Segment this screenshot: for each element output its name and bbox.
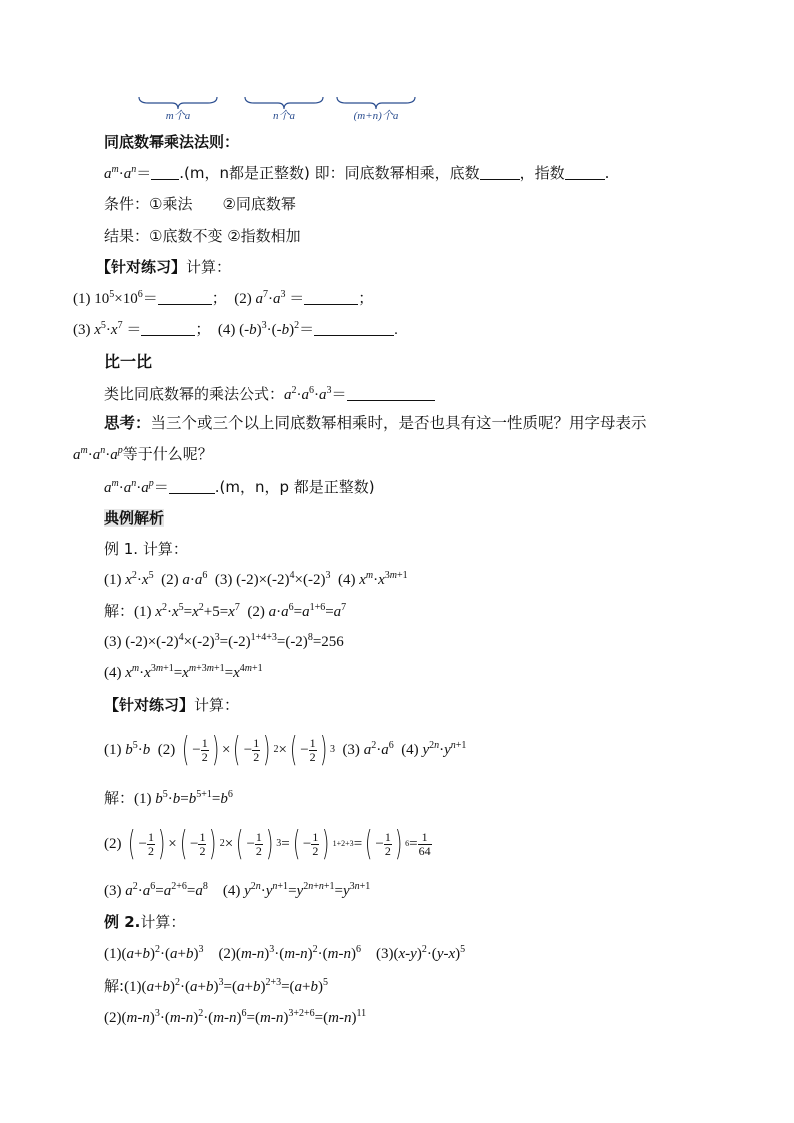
brace-label-m: m个a: [165, 110, 191, 122]
think-line: 思考：当三个或三个以上同底数幂相乘时，是否也具有这一性质呢？用字母表示: [104, 414, 647, 432]
compare-line: 类比同底数幂的乘法公式：$a^2\cdot a^6\cdot a^3=$: [104, 384, 435, 405]
ex2-solution-2: $(2)(m-n)^3\cdot(m-n)^2\cdot(m-n)^6=(m-n)^{3+2+6}=(m-n)^{11}$: [104, 1008, 367, 1026]
ex1-title: 例 1. 计算：: [104, 540, 188, 558]
rule-formula: $a^m\cdot a^n=$: [104, 164, 152, 182]
rule-blank-3[interactable]: [565, 165, 605, 180]
answer-blank[interactable]: [158, 290, 212, 305]
result-line: 结果：①底数不变 ②指数相加: [104, 227, 301, 245]
think-answer: $a^m\cdot a^n\cdot a^p= .(m$，n，p 都是正整数): [104, 478, 375, 496]
compare-title: 比一比: [104, 352, 153, 371]
brace-label-n: n个a: [273, 110, 295, 122]
answer-blank[interactable]: [314, 321, 394, 336]
practice1-row2: (3) $x^5\cdot x^7$ ＝ ； (4) $(-b)^3\cdot(-b)^2=$ .: [73, 320, 398, 338]
think-line2: $a^m\cdot a^n\cdot a^p$等于什么呢？: [73, 445, 213, 463]
rule-line: $a^m\cdot a^n= .(m$，n都是正整数) 即：同底数幂相乘，底数 ，指数 .: [104, 164, 610, 182]
rule-title: 同底数幂乘法法则：: [104, 133, 240, 151]
rule-blank-1[interactable]: [151, 165, 179, 180]
practice2-problems: (1) $b^5\cdot b$ (2) ( − $\frac{1}{2}$ ) × ( − $\frac{1}{2}$ ) 2 × ( − $\frac{1}{2}$ ) 3 (3) $a^2\cdot a^6$ (4) $y^{2n}\cdot y^{n+1}$: [104, 730, 467, 770]
ex1-solution-1: 解：(1) $x^2\cdot x^5=x^2+5=x^7$ (2) $a\cdot a^6=a^{1+6}=a^7$: [104, 602, 347, 620]
ex2-title: 例 2.计算：: [104, 913, 186, 931]
practice2-solution-3: (3) $a^2\cdot a^6=a^{2+6}=a^8$ (4) $y^{2n}\cdot y^{n+1}=y^{2n+n+1}=y^{3n+1}$: [104, 881, 371, 899]
ex1-solution-4: (4) $x^m\cdot x^{3m+1}=x^{m+3m+1}=x^{4m+1}$: [104, 663, 263, 681]
practice1-row1: (1) $10^5\times 10^6=$ ； (2) $a^7\cdot a^3$ ＝ ；: [73, 289, 374, 307]
answer-blank[interactable]: [169, 479, 215, 494]
condition-line: 条件：①乘法 ②同底数幂: [104, 195, 296, 213]
answer-blank[interactable]: [304, 290, 358, 305]
ex2-solution-1: 解$:(1)(a+b)^2\cdot(a+b)^3=(a+b)^{2+3}=(a+b)^5$: [104, 977, 329, 995]
example-header: 典例解析: [104, 509, 165, 527]
practice2-solution-2: (2) ( − $\frac{1}{2}$ ) × ( − $\frac{1}{2}$ ) 2 × ( − $\frac{1}{2}$ ) 3 = ( − $\frac{1}{2}$ ) 1+2+3 = ( − $\frac{1}{2}$ ) 6 = $\frac{1}{64}$: [104, 824, 431, 864]
practice2-solution-1: 解：(1) $b^5\cdot b=b^{5+1}=b^6$: [104, 789, 233, 807]
practice1-heading: 【针对练习】计算：: [96, 258, 232, 276]
ex2-problems: $(1)(a+b)^2\cdot(a+b)^3$ $(2)(m-n)^3\cdot(m-n)^2\cdot(m-n)^6$ $(3)(x-y)^2\cdot(y-x)^5$: [104, 944, 466, 962]
brace-label-mn: (m+n)个a: [353, 110, 399, 122]
ex1-problems: (1) $x^2\cdot x^5$ (2) $a\cdot a^6$ (3) $(-2)\times(-2)^4\times(-2)^3$ (4) $x^m\cdot x^{3m+1}$: [104, 570, 408, 588]
ex1-solution-3: (3) $(-2)\times(-2)^4\times(-2)^3=(-2)^{1+4+3}=(-2)^8=256$: [104, 632, 344, 650]
answer-blank[interactable]: [141, 321, 195, 336]
practice2-heading: 【针对练习】计算：: [104, 696, 240, 714]
answer-blank[interactable]: [347, 386, 435, 401]
rule-blank-2[interactable]: [480, 165, 520, 180]
